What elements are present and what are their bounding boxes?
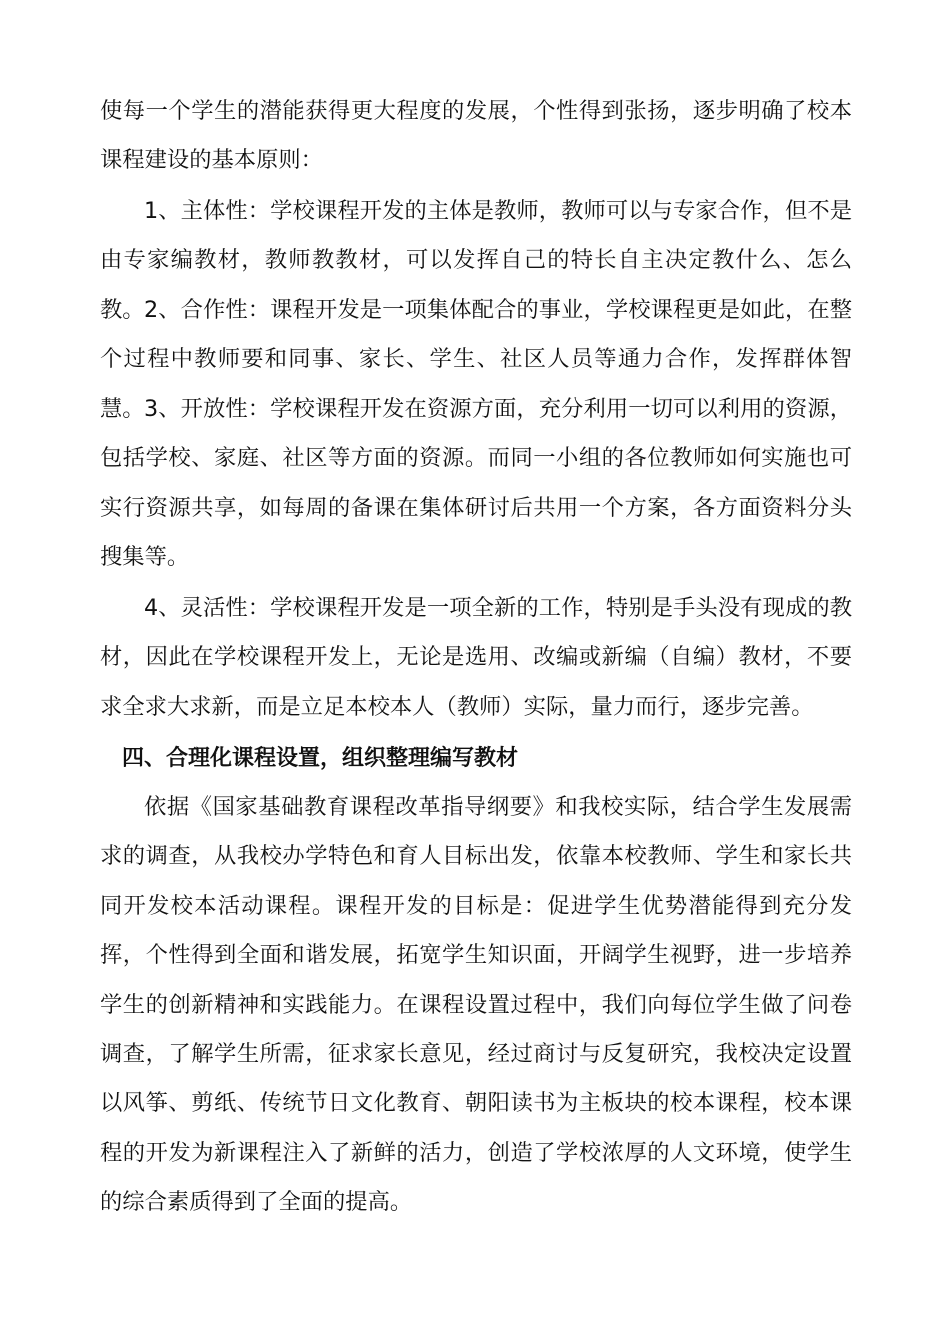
paragraph-intro: 使每一个学生的潜能获得更大程度的发展，个性得到张扬，逐步明确了校本课程建设的基本原则： [100,98,852,174]
paragraph-principle-cooperation: 2、合作性：课程开发是一项集体配合的事业，学校课程更是如此，在整个过程中教师要和同事、家长、学生、社区人员等通力合作，发挥群体智慧。 [100,297,852,422]
paragraph-principle-subject: 1、主体性：学校课程开发的主体是教师，教师可以与专家合作，但不是由专家编教材，教师教教材，可以发挥自己的特长自主决定教什么、怎么教。 [100,198,852,323]
section-heading-4: 四、合理化课程设置，组织整理编写教材 [122,746,519,771]
paragraph-principle-openness: 3、开放性：学校课程开发在资源方面，充分利用一切可以利用的资源，包括学校、家庭、社区等方面的资源。而同一小组的各位教师如何实施也可实行资源共享，如每周的备课在集体研讨后共用一个方案，各方面资料分头搜集等。 [100,396,852,571]
paragraph-course-setting: 依据《国家基础教育课程改革指导纲要》和我校实际，结合学生发展需求的调查，从我校办学特色和育人目标出发，依靠本校教师、学生和家长共同开发校本活动课程。课程开发的目标是：促进学生优势潜能得到充分发挥，个性得到全面和谐发展，拓宽学生知识面，开阔学生视野，进一步培养学生的创新精神和实践能力。在课程设置过程中，我们向每位学生做了问卷调查，了解学生所需，征求家长意见，经过商讨与反复研究，我校决定设置以风筝、剪纸、传统节日文化教育、朝阳读书为主板块的校本课程，校本课程的开发为新课程注入了新鲜的活力，创造了学校浓厚的人文环境，使学生的综合素质得到了全面的提高。 [100,794,852,1216]
paragraph-principle-flexibility: 4、灵活性：学校课程开发是一项全新的工作，特别是手头没有现成的教材，因此在学校课程开发上，无论是选用、改编或新编（自编）教材，不要求全求大求新，而是立足本校本人（教师）实际，量力而行，逐步完善。 [100,595,852,720]
